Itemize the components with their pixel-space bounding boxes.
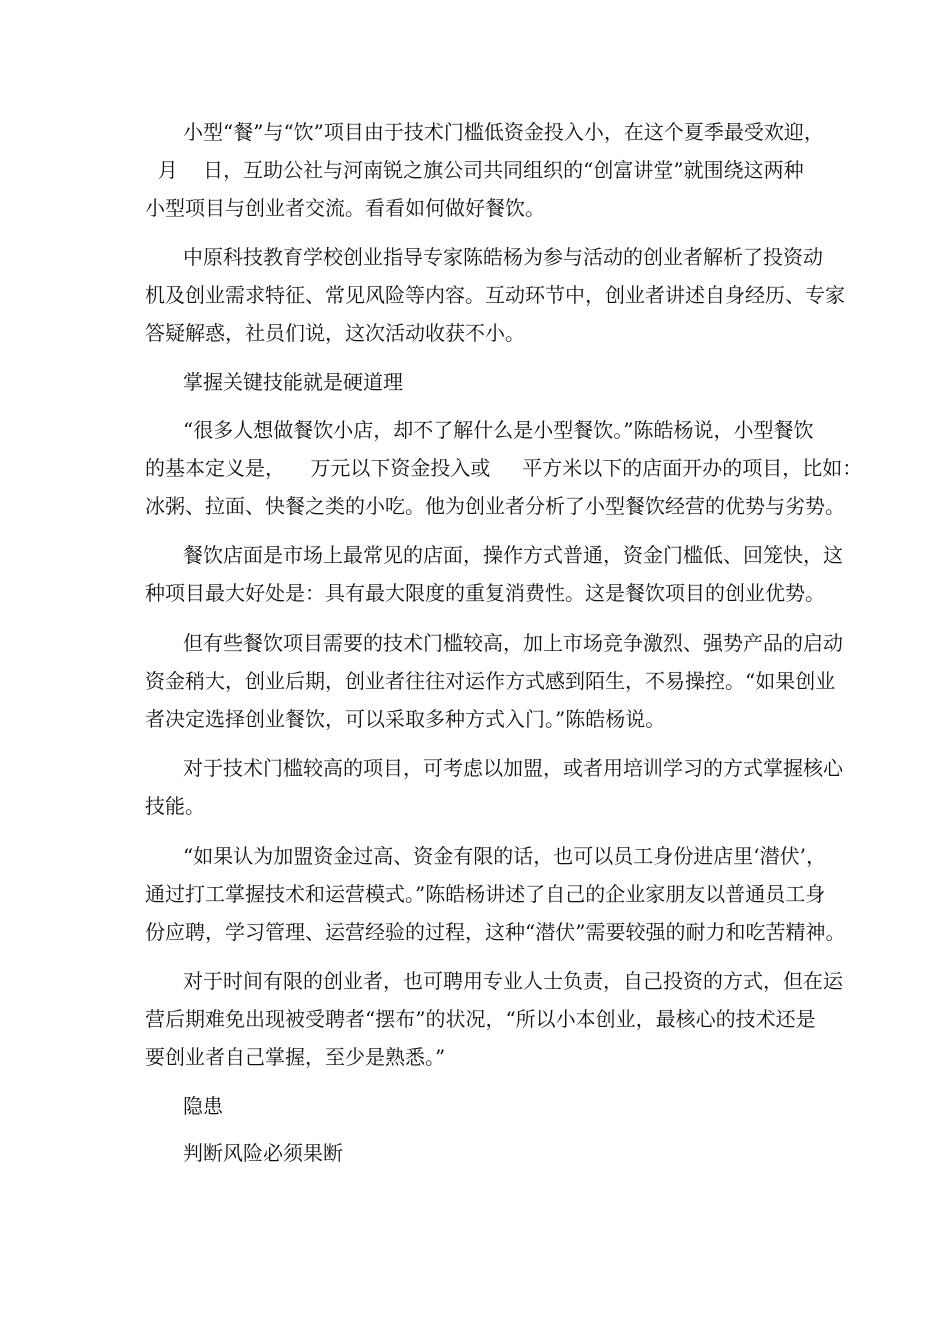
section-heading-judgment: 判断风险必须果断 — [183, 1141, 343, 1165]
paragraph-expert — [145, 238, 845, 352]
text-line: 答疑解惑，社员们说，这次活动收获不小。 — [145, 321, 525, 345]
text-line: 对于技术门槛较高的项目，可考虑以加盟，或者用培训学习的方式掌握核心 — [183, 756, 843, 780]
text-line: 技能。 — [145, 794, 205, 818]
section-heading-skills: 掌握关键技能就是硬道理 — [183, 370, 403, 394]
paragraph-hiring — [145, 962, 843, 1076]
text-line: 冰粥、拉面、快餐之类的小吃。他为创业者分析了小型餐饮经营的优势与劣势。 — [145, 494, 845, 518]
text-line: 月 日，互助公社与河南锐之旗公司共同组织的“创富讲堂”就围绕这两种 — [145, 158, 804, 182]
text-line: 通过打工掌握技术和运营模式。”陈皓杨讲述了自己的企业家朋友以普通员工身 — [145, 882, 826, 906]
text-line: 但有些餐饮项目需要的技术门槛较高，加上市场竞争激烈、强势产品的启动 — [183, 631, 843, 655]
text-line: 小型项目与创业者交流。看看如何做好餐饮。 — [145, 196, 545, 220]
text-line: 资金稍大，创业后期，创业者往往对运作方式感到陌生，不易操控。“如果创业 — [145, 669, 836, 693]
text-line: 中原科技教育学校创业指导专家陈皓杨为参与活动的创业者解析了投资动 — [183, 245, 823, 269]
text-line: “很多人想做餐饮小店，却不了解什么是小型餐饮。”陈皓杨说，小型餐饮 — [183, 418, 814, 442]
paragraph-undercover — [145, 837, 846, 951]
text-line: “如果认为加盟资金过高、资金有限的话，也可以员工身份进店里‘潜伏’， — [183, 844, 826, 868]
section-heading-risks: 隐患 — [183, 1094, 223, 1118]
text-line: 份应聘，学习管理、运营经验的过程，这种“潜伏”需要较强的耐力和吃苦精神。 — [145, 920, 846, 944]
text-line: 者决定选择创业餐饮，可以采取多种方式入门。”陈皓杨说。 — [145, 707, 666, 731]
text-line: 的基本定义是， 万元以下资金投入或 平方米以下的店面开办的项目，比如： — [145, 456, 863, 480]
text-line: 要创业者自己掌握，至少是熟悉。” — [145, 1045, 446, 1069]
text-line: 种项目最大好处是：具有最大限度的重复消费性。这是餐饮项目的创业优势。 — [145, 581, 825, 605]
paragraph-intro — [145, 113, 824, 227]
text-line: 营后期难免出现被受聘者“摆布”的状况，“所以小本创业，最核心的技术还是 — [145, 1007, 816, 1031]
paragraph-advantage — [145, 536, 843, 612]
text-line: 机及创业需求特征、常见风险等内容。互动环节中，创业者讲述自身经历、专家 — [145, 283, 845, 307]
paragraph-definition — [145, 411, 863, 525]
paragraph-challenges — [145, 624, 843, 738]
text-line: 对于时间有限的创业者，也可聘用专业人士负责，自己投资的方式，但在运 — [183, 969, 843, 993]
paragraph-franchise — [145, 749, 843, 825]
text-line: 小型“餐”与“饮”项目由于技术门槛低资金投入小，在这个夏季最受欢迎， — [183, 120, 824, 144]
text-line: 餐饮店面是市场上最常见的店面，操作方式普通，资金门槛低、回笼快，这 — [183, 543, 843, 567]
